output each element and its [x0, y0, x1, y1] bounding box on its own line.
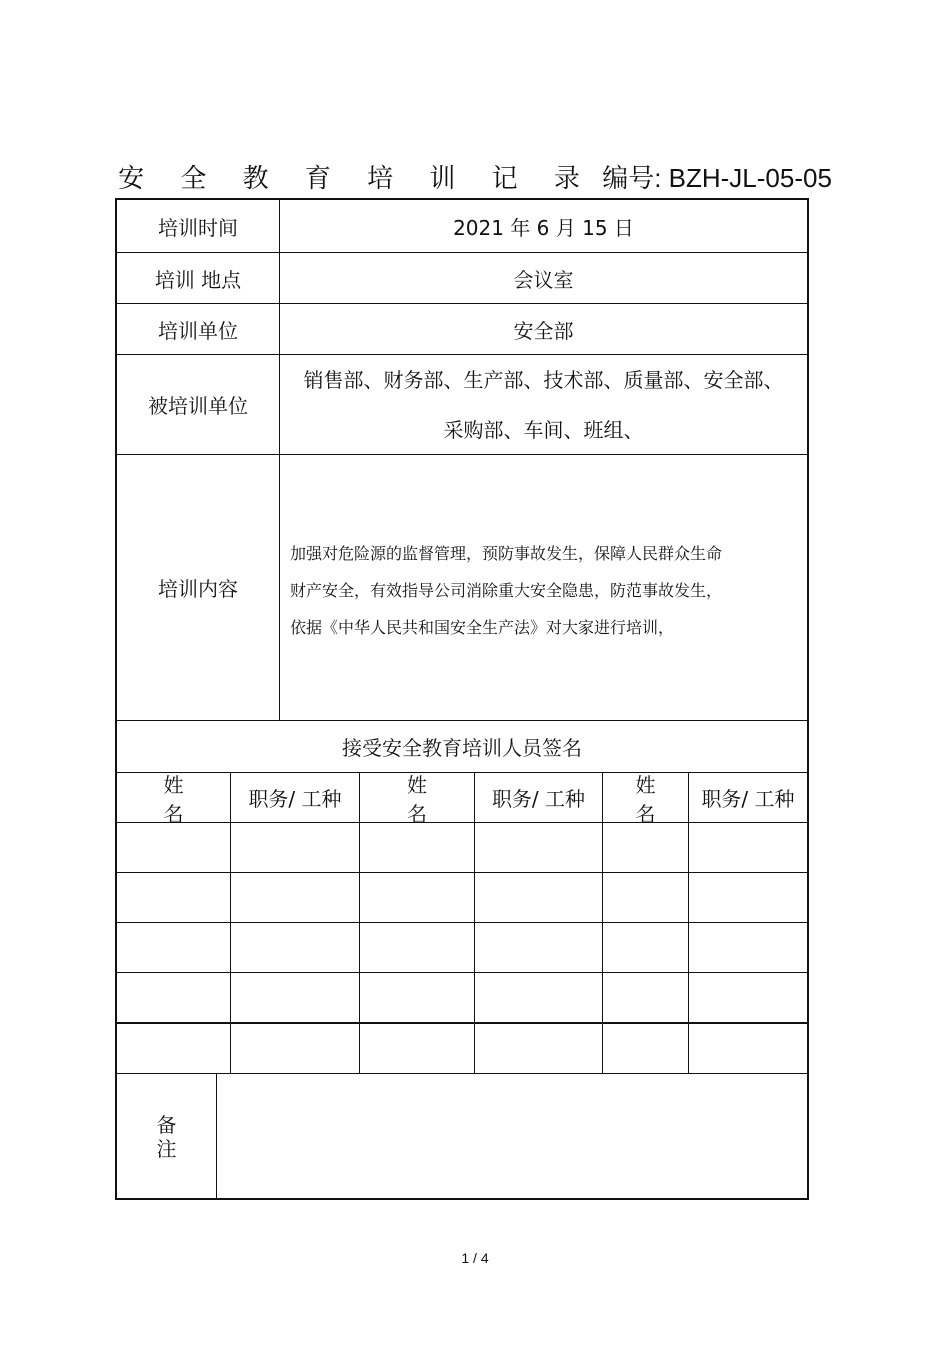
name-cell[interactable] [603, 973, 689, 1022]
role-cell[interactable] [475, 923, 603, 972]
role-cell[interactable] [689, 823, 807, 872]
role-cell[interactable] [475, 823, 603, 872]
role-cell[interactable] [231, 823, 360, 872]
row-trainee-units [117, 355, 807, 455]
signature-row [117, 873, 807, 923]
training-unit-label: 培训单位 [117, 304, 280, 354]
name-cell[interactable] [117, 973, 231, 1022]
name-cell[interactable] [360, 923, 475, 972]
content-line-2: 财产安全，有效指导公司消除重大安全隐患，防范事故发生， [290, 581, 723, 600]
training-place-label: 培训 地点 [117, 253, 280, 303]
signature-row [117, 1024, 807, 1074]
remarks-value[interactable] [217, 1074, 807, 1200]
trainee-units-line-2: 采购部、车间、班组、 [443, 417, 644, 442]
name-cell[interactable] [360, 823, 475, 872]
name-header: 姓名 [360, 773, 475, 822]
role-header: 职务/ 工种 [701, 787, 795, 811]
training-time-value: 2021 年 6 月 15 日 [453, 215, 634, 240]
role-cell[interactable] [231, 923, 360, 972]
signature-header-row [117, 772, 807, 826]
role-cell[interactable] [689, 1024, 807, 1073]
trainee-units-line-1: 销售部、财务部、生产部、技术部、质量部、安全部、 [303, 367, 784, 392]
name-cell[interactable] [117, 823, 231, 872]
trainee-units-value [280, 355, 807, 454]
name-cell[interactable] [117, 1024, 231, 1073]
name-cell[interactable] [603, 873, 689, 922]
content-line-1: 加强对危险源的监督管理，预防事故发生，保障人民群众生命 [290, 544, 723, 563]
row-signature-title [117, 721, 807, 773]
training-content-text [290, 535, 787, 646]
row-training-content [117, 455, 807, 721]
record-code: 编号: BZH-JL-05-05 [602, 163, 832, 193]
name-cell[interactable] [360, 1024, 475, 1073]
role-header: 职务/ 工种 [475, 773, 603, 822]
page-number: 1 / 4 [461, 1250, 489, 1266]
name-header: 姓名 [603, 773, 689, 822]
row-remarks [117, 1074, 807, 1200]
training-place-value: 会议室 [513, 267, 574, 292]
title-label: 安 全 教 育 培 训 记 录 [118, 164, 594, 194]
role-cell[interactable] [231, 873, 360, 922]
document-title [0, 160, 950, 197]
signature-row [117, 923, 807, 973]
training-content-value [280, 455, 807, 720]
name-cell[interactable] [603, 923, 689, 972]
name-cell[interactable] [360, 973, 475, 1022]
name-cell[interactable] [117, 923, 231, 972]
name-cell[interactable] [603, 1024, 689, 1073]
row-training-time [117, 200, 807, 253]
remarks-label [117, 1074, 217, 1200]
role-header: 职务/ 工种 [231, 773, 360, 822]
signature-section-title: 接受安全教育培训人员签名 [342, 736, 582, 760]
role-cell[interactable] [689, 873, 807, 922]
signature-row [117, 973, 807, 1024]
name-cell[interactable] [117, 873, 231, 922]
name-header: 姓名 [117, 773, 231, 822]
row-training-place [117, 253, 807, 304]
remarks-label-line-2: 注 [156, 1137, 177, 1161]
role-cell[interactable] [475, 873, 603, 922]
remarks-label-line-1: 备 [156, 1113, 177, 1137]
record-table [115, 198, 809, 1200]
content-line-3: 依据《中华人民共和国安全生产法》对大家进行培训， [290, 618, 675, 637]
signature-row [117, 823, 807, 873]
role-cell[interactable] [475, 973, 603, 1022]
role-cell[interactable] [475, 1024, 603, 1073]
role-cell[interactable] [689, 973, 807, 1022]
training-content-label: 培训内容 [117, 455, 280, 720]
training-time-label: 培训时间 [117, 200, 280, 252]
role-cell[interactable] [689, 923, 807, 972]
role-cell[interactable] [231, 1024, 360, 1073]
training-unit-value: 安全部 [513, 318, 574, 343]
name-cell[interactable] [360, 873, 475, 922]
row-training-unit [117, 304, 807, 355]
trainee-units-label: 被培训单位 [117, 355, 280, 454]
name-cell[interactable] [603, 823, 689, 872]
role-cell[interactable] [231, 973, 360, 1022]
